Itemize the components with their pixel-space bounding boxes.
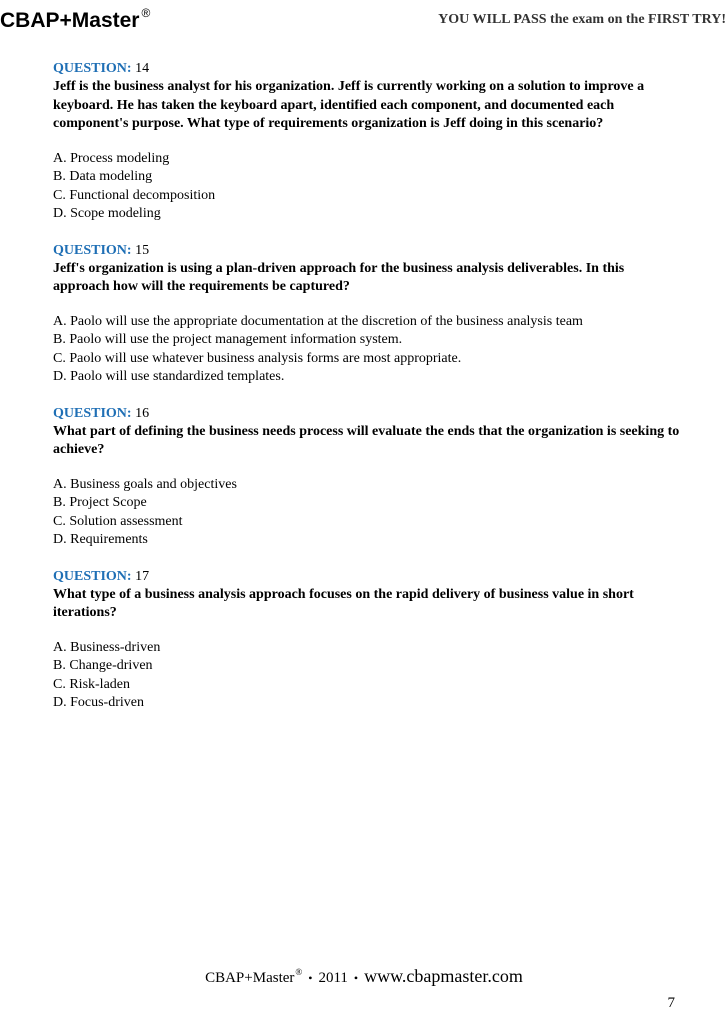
footer-registered-mark: ® [295, 967, 303, 977]
question-15 [53, 242, 683, 387]
question-list [53, 60, 683, 731]
page-number: 7 [667, 995, 675, 1011]
answer-option-b: B. Data modeling [53, 169, 153, 184]
question-heading [53, 60, 683, 78]
question-label: QUESTION: [53, 61, 132, 76]
header-tagline: YOU WILL PASS the exam on the FIRST TRY! [438, 12, 726, 27]
question-14 [53, 60, 683, 224]
bullet-separator: • [353, 971, 359, 985]
question-number: 16 [135, 405, 150, 421]
footer-website-link[interactable]: www.cbapmaster.com [364, 966, 523, 986]
answer-option-b: B. Change-driven [53, 658, 153, 673]
answer-option-d: D. Paolo will use standardized templates. [53, 369, 285, 384]
answer-option-d: D. Scope modeling [53, 206, 161, 221]
question-text: Jeff is the business analyst for his organization. Jeff is currently working on a solution to improve a keyboard. He has taken the keyboard apart, identified each component, and documented each component's purpose. What type of requirements organization is Jeff doing in this scenario? [53, 79, 645, 131]
question-label: QUESTION: [53, 405, 132, 421]
answer-option-b: B. Project Scope [53, 495, 147, 510]
question-heading [53, 242, 683, 260]
answer-option-a: A. Process modeling [53, 150, 170, 166]
answer-option-c: C. Functional decomposition [53, 187, 216, 203]
answer-option-a: A. Business goals and objectives [53, 476, 237, 492]
answer-option-c: C. Paolo will use whatever business analysis forms are most appropriate. [53, 350, 462, 366]
brand-name: CBAP+Master [0, 9, 140, 32]
answer-option-b: B. Paolo will use the project management information system. [53, 332, 403, 347]
question-text: What type of a business analysis approach focuses on the rapid delivery of business value in short iterations? [53, 586, 634, 620]
question-heading [53, 568, 683, 586]
answer-options [53, 639, 683, 713]
question-16 [53, 405, 683, 550]
question-text: What part of defining the business needs process will evaluate the ends that the organization is seeking to achieve? [53, 423, 680, 457]
answer-option-a: A. Business-driven [53, 639, 161, 655]
page-footer [0, 965, 728, 990]
answer-options [53, 476, 683, 550]
answer-option-c: C. Solution assessment [53, 513, 183, 529]
question-number: 17 [135, 568, 150, 584]
question-text: Jeff's organization is using a plan-driven approach for the business analysis deliverables. In this approach how will the requirements be captured? [53, 260, 625, 294]
registered-mark: ® [141, 6, 151, 20]
question-number: 15 [135, 242, 150, 258]
footer-brand: CBAP+Master [205, 970, 295, 986]
question-label: QUESTION: [53, 242, 132, 258]
brand-logo [0, 8, 150, 36]
answer-option-d: D. Focus-driven [53, 695, 144, 710]
question-heading [53, 405, 683, 423]
answer-options [53, 150, 683, 224]
question-label: QUESTION: [53, 568, 132, 584]
answer-option-c: C. Risk-laden [53, 676, 130, 692]
question-number: 14 [135, 61, 150, 76]
answer-options [53, 313, 683, 387]
bullet-separator: • [308, 971, 313, 985]
question-17 [53, 568, 683, 713]
answer-option-a: A. Paolo will use the appropriate documentation at the discretion of the business analysis team [53, 313, 583, 329]
footer-year: 2011 [318, 970, 348, 986]
answer-option-d: D. Requirements [53, 532, 148, 547]
